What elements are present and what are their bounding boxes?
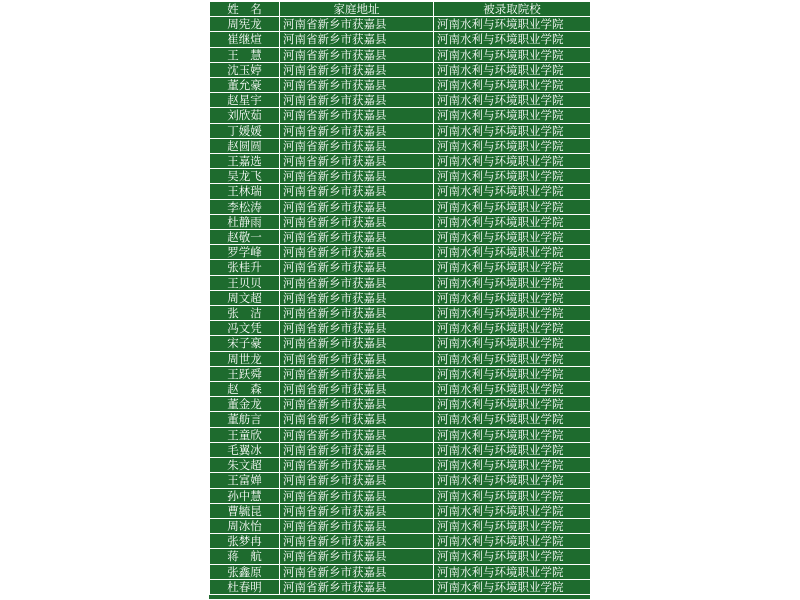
table-row [210, 518, 591, 533]
admitted-school-cell: 河南水利与环境职业学院 [434, 427, 591, 442]
home-address-cell: 河南省新乡市获嘉县 [280, 427, 434, 442]
admitted-school-cell: 河南水利与环境职业学院 [434, 473, 591, 488]
home-address-cell: 河南省新乡市获嘉县 [280, 32, 434, 47]
admitted-school-cell: 河南水利与环境职业学院 [434, 260, 591, 275]
table-row [210, 473, 591, 488]
student-name-cell: 曹毓昆 [210, 503, 280, 518]
table-row [210, 366, 591, 381]
student-name-cell: 毛翼冰 [210, 442, 280, 457]
student-name-cell: 王跃舜 [210, 366, 280, 381]
home-address-cell: 河南省新乡市获嘉县 [280, 336, 434, 351]
home-address-cell: 河南省新乡市获嘉县 [280, 154, 434, 169]
student-name-cell: 王 慧 [210, 47, 280, 62]
table-row [210, 306, 591, 321]
student-name-cell: 冯文凭 [210, 321, 280, 336]
home-address-cell: 河南省新乡市获嘉县 [280, 199, 434, 214]
student-name-cell: 杜静雨 [210, 214, 280, 229]
student-name-cell: 沈玉婷 [210, 62, 280, 77]
home-address-cell: 河南省新乡市获嘉县 [280, 184, 434, 199]
student-name-cell: 吴龙飞 [210, 169, 280, 184]
student-name-cell: 刘欣茹 [210, 108, 280, 123]
home-address-cell: 河南省新乡市获嘉县 [280, 306, 434, 321]
admitted-school-cell: 河南水利与环境职业学院 [434, 138, 591, 153]
student-name-cell: 杜春明 [210, 579, 280, 594]
student-name-cell: 王嘉选 [210, 154, 280, 169]
admitted-school-cell: 河南水利与环境职业学院 [434, 62, 591, 77]
student-name-cell: 王林瑞 [210, 184, 280, 199]
admitted-school-cell: 河南水利与环境职业学院 [434, 275, 591, 290]
home-address-cell: 河南省新乡市获嘉县 [280, 397, 434, 412]
table-row [210, 275, 591, 290]
table-row [210, 199, 591, 214]
admitted-school-cell: 河南水利与环境职业学院 [434, 123, 591, 138]
admitted-school-cell: 河南水利与环境职业学院 [434, 230, 591, 245]
student-name-cell: 王富婵 [210, 473, 280, 488]
admitted-school-cell: 河南水利与环境职业学院 [434, 579, 591, 594]
header-row [210, 2, 591, 17]
header-address: 家庭地址 [280, 2, 434, 17]
student-name-cell: 赵敬一 [210, 230, 280, 245]
table-row [210, 214, 591, 229]
home-address-cell: 河南省新乡市获嘉县 [280, 62, 434, 77]
student-name-cell: 张 洁 [210, 306, 280, 321]
home-address-cell: 河南省新乡市获嘉县 [280, 534, 434, 549]
table-row [210, 78, 591, 93]
admitted-school-cell: 河南水利与环境职业学院 [434, 382, 591, 397]
home-address-cell: 河南省新乡市获嘉县 [280, 458, 434, 473]
home-address-cell: 河南省新乡市获嘉县 [280, 382, 434, 397]
header-name: 姓 名 [210, 2, 280, 17]
table-body [210, 17, 591, 595]
admitted-school-cell: 河南水利与环境职业学院 [434, 534, 591, 549]
admitted-school-cell: 河南水利与环境职业学院 [434, 78, 591, 93]
student-name-cell: 张梦冉 [210, 534, 280, 549]
home-address-cell: 河南省新乡市获嘉县 [280, 260, 434, 275]
home-address-cell: 河南省新乡市获嘉县 [280, 138, 434, 153]
student-name-cell: 崔继煊 [210, 32, 280, 47]
home-address-cell: 河南省新乡市获嘉县 [280, 275, 434, 290]
table-row [210, 17, 591, 32]
home-address-cell: 河南省新乡市获嘉县 [280, 321, 434, 336]
student-name-cell: 周冰怡 [210, 518, 280, 533]
admitted-school-cell: 河南水利与环境职业学院 [434, 366, 591, 381]
table-row [210, 534, 591, 549]
admitted-school-cell: 河南水利与环境职业学院 [434, 17, 591, 32]
home-address-cell: 河南省新乡市获嘉县 [280, 473, 434, 488]
student-name-cell: 王贝贝 [210, 275, 280, 290]
table-row [210, 503, 591, 518]
student-name-cell: 董允豪 [210, 78, 280, 93]
admitted-school-cell: 河南水利与环境职业学院 [434, 518, 591, 533]
admitted-school-cell: 河南水利与环境职业学院 [434, 412, 591, 427]
student-name-cell: 周宪龙 [210, 17, 280, 32]
table-row [210, 32, 591, 47]
admitted-school-cell: 河南水利与环境职业学院 [434, 397, 591, 412]
admitted-school-cell: 河南水利与环境职业学院 [434, 336, 591, 351]
table-row [210, 154, 591, 169]
home-address-cell: 河南省新乡市获嘉县 [280, 412, 434, 427]
admission-list-sheet [208, 0, 591, 600]
student-name-cell: 蒋 航 [210, 549, 280, 564]
admitted-school-cell: 河南水利与环境职业学院 [434, 184, 591, 199]
student-name-cell: 罗学峰 [210, 245, 280, 260]
header-school: 被录取院校 [434, 2, 591, 17]
home-address-cell: 河南省新乡市获嘉县 [280, 169, 434, 184]
table-row [210, 62, 591, 77]
table-row [210, 321, 591, 336]
table-row [210, 169, 591, 184]
home-address-cell: 河南省新乡市获嘉县 [280, 214, 434, 229]
home-address-cell: 河南省新乡市获嘉县 [280, 123, 434, 138]
student-name-cell: 孙中慧 [210, 488, 280, 503]
home-address-cell: 河南省新乡市获嘉县 [280, 564, 434, 579]
home-address-cell: 河南省新乡市获嘉县 [280, 17, 434, 32]
table-row [210, 336, 591, 351]
home-address-cell: 河南省新乡市获嘉县 [280, 351, 434, 366]
home-address-cell: 河南省新乡市获嘉县 [280, 47, 434, 62]
table-row [210, 260, 591, 275]
table-row [210, 108, 591, 123]
home-address-cell: 河南省新乡市获嘉县 [280, 290, 434, 305]
table-row [210, 488, 591, 503]
admitted-school-cell: 河南水利与环境职业学院 [434, 503, 591, 518]
admitted-school-cell: 河南水利与环境职业学院 [434, 108, 591, 123]
home-address-cell: 河南省新乡市获嘉县 [280, 78, 434, 93]
admitted-school-cell: 河南水利与环境职业学院 [434, 214, 591, 229]
student-name-cell: 董金龙 [210, 397, 280, 412]
admitted-school-cell: 河南水利与环境职业学院 [434, 306, 591, 321]
student-name-cell: 赵星宇 [210, 93, 280, 108]
table-row [210, 397, 591, 412]
admitted-school-cell: 河南水利与环境职业学院 [434, 290, 591, 305]
student-name-cell: 赵 森 [210, 382, 280, 397]
home-address-cell: 河南省新乡市获嘉县 [280, 503, 434, 518]
table-row [210, 47, 591, 62]
admitted-school-cell: 河南水利与环境职业学院 [434, 458, 591, 473]
admitted-school-cell: 河南水利与环境职业学院 [434, 32, 591, 47]
student-name-cell: 赵圆圆 [210, 138, 280, 153]
admitted-school-cell: 河南水利与环境职业学院 [434, 154, 591, 169]
home-address-cell: 河南省新乡市获嘉县 [280, 108, 434, 123]
student-name-cell: 张桂升 [210, 260, 280, 275]
student-name-cell: 朱文超 [210, 458, 280, 473]
table-row [210, 245, 591, 260]
admitted-school-cell: 河南水利与环境职业学院 [434, 351, 591, 366]
admission-table [209, 1, 591, 595]
table-row [210, 412, 591, 427]
admitted-school-cell: 河南水利与环境职业学院 [434, 169, 591, 184]
student-name-cell: 王童欣 [210, 427, 280, 442]
table-row [210, 138, 591, 153]
table-row [210, 442, 591, 457]
home-address-cell: 河南省新乡市获嘉县 [280, 518, 434, 533]
table-row [210, 184, 591, 199]
admitted-school-cell: 河南水利与环境职业学院 [434, 245, 591, 260]
student-name-cell: 周世龙 [210, 351, 280, 366]
table-row [210, 93, 591, 108]
student-name-cell: 李松涛 [210, 199, 280, 214]
table-row [210, 351, 591, 366]
table-row [210, 458, 591, 473]
admitted-school-cell: 河南水利与环境职业学院 [434, 47, 591, 62]
table-row [210, 579, 591, 594]
admitted-school-cell: 河南水利与环境职业学院 [434, 93, 591, 108]
table-row [210, 123, 591, 138]
table-row [210, 549, 591, 564]
admitted-school-cell: 河南水利与环境职业学院 [434, 442, 591, 457]
home-address-cell: 河南省新乡市获嘉县 [280, 230, 434, 245]
admitted-school-cell: 河南水利与环境职业学院 [434, 488, 591, 503]
table-row [210, 382, 591, 397]
student-name-cell: 周文超 [210, 290, 280, 305]
table-row [210, 290, 591, 305]
student-name-cell: 丁媛媛 [210, 123, 280, 138]
home-address-cell: 河南省新乡市获嘉县 [280, 488, 434, 503]
table-row [210, 230, 591, 245]
admitted-school-cell: 河南水利与环境职业学院 [434, 321, 591, 336]
home-address-cell: 河南省新乡市获嘉县 [280, 245, 434, 260]
admitted-school-cell: 河南水利与环境职业学院 [434, 199, 591, 214]
home-address-cell: 河南省新乡市获嘉县 [280, 579, 434, 594]
student-name-cell: 宋子豪 [210, 336, 280, 351]
table-row [210, 427, 591, 442]
student-name-cell: 张鑫原 [210, 564, 280, 579]
admitted-school-cell: 河南水利与环境职业学院 [434, 549, 591, 564]
home-address-cell: 河南省新乡市获嘉县 [280, 442, 434, 457]
home-address-cell: 河南省新乡市获嘉县 [280, 549, 434, 564]
table-row [210, 564, 591, 579]
student-name-cell: 董舫言 [210, 412, 280, 427]
admitted-school-cell: 河南水利与环境职业学院 [434, 564, 591, 579]
home-address-cell: 河南省新乡市获嘉县 [280, 93, 434, 108]
home-address-cell: 河南省新乡市获嘉县 [280, 366, 434, 381]
